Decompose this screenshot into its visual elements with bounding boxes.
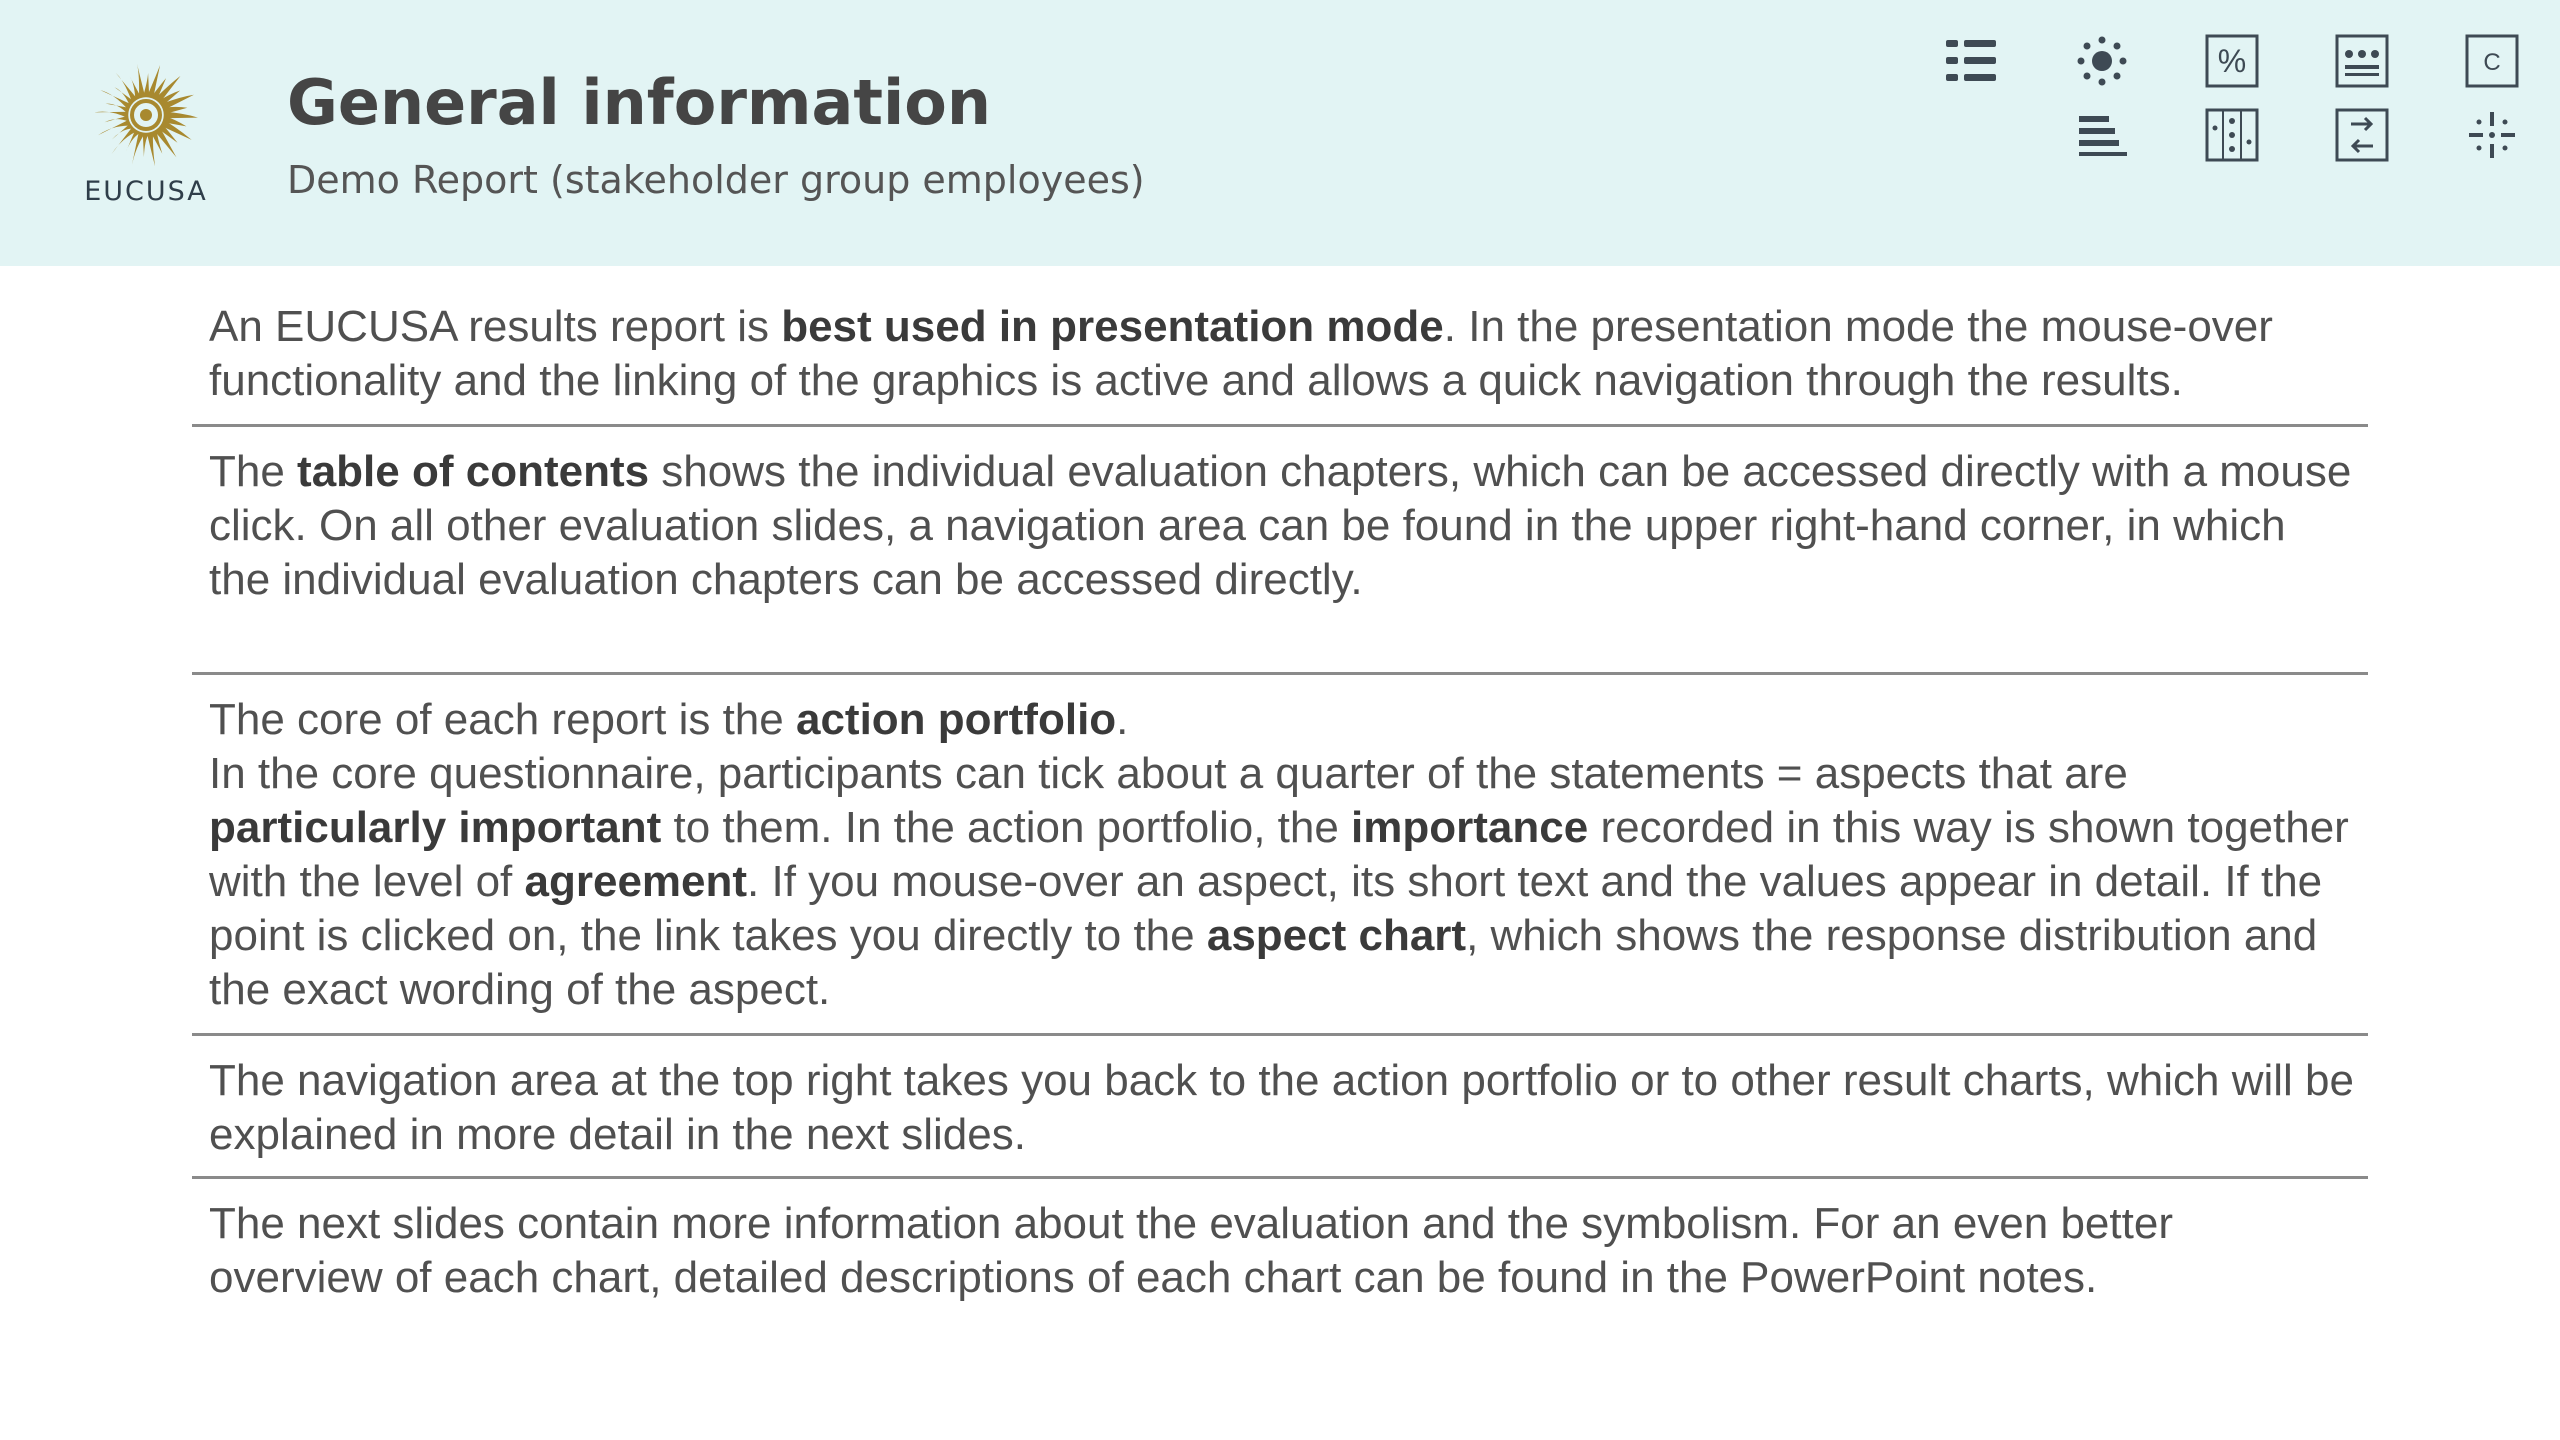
body-text: , which shows the response distribution and the exact wording of the aspect. (209, 911, 2318, 1014)
contents-list-icon[interactable] (1942, 32, 2000, 90)
page-subtitle: Demo Report (stakeholder group employees) (287, 158, 1145, 202)
logo-ray (100, 90, 131, 110)
emphasis-text: table of contents (297, 447, 650, 496)
sun-icon[interactable] (2073, 32, 2131, 90)
body-text: The next slides contain more information about the evaluation and the symbolism. For an even better overview of each chart, detailed descriptions of each chart can be found in the PowerPoint notes. (209, 1199, 2173, 1302)
matrix-grid-icon[interactable] (2203, 106, 2261, 164)
section-navigation-area (192, 1036, 2368, 1176)
section-presentation-mode (192, 300, 2368, 424)
bar-lines-icon[interactable] (2073, 106, 2131, 164)
body-text: The navigation area at the top right takes you back to the action portfolio or to other result charts, which will be explained in more detail in the next slides. (209, 1056, 2354, 1159)
page-title: General information (287, 66, 991, 139)
body-text: to them. In the action portfolio, the (661, 803, 1352, 852)
arrows-box-icon[interactable] (2333, 106, 2391, 164)
body-text: The (209, 447, 298, 496)
emphasis-text: action portfolio (795, 695, 1117, 744)
percent-label: % (2217, 43, 2247, 79)
body-text: The core of each report is the (209, 695, 796, 744)
emphasis-text: importance (1351, 803, 1589, 852)
section-next-slides (192, 1179, 2368, 1319)
portfolio-grid-icon[interactable] (2333, 32, 2391, 90)
logo-text: EUCUSA (84, 176, 208, 207)
sparkle-icon[interactable] (2463, 106, 2521, 164)
section-action-portfolio (192, 675, 2368, 1033)
sun-logo-icon (84, 60, 208, 170)
logo-ray (112, 127, 138, 154)
emphasis-text: agreement (524, 857, 748, 906)
body-text: recorded in this way is shown together with the level of (209, 803, 2349, 906)
percent-icon[interactable] (2203, 32, 2261, 90)
c-label: C (2483, 49, 2501, 76)
eucusa-logo (70, 60, 222, 210)
report-header (0, 0, 2560, 266)
info-content (192, 300, 2368, 1319)
emphasis-text: aspect chart (1206, 911, 1467, 960)
body-text: . In the presentation mode the mouse-over functionality and the linking of the graphics is active and allows a quick navigation through the results. (209, 302, 2273, 405)
emphasis-text: best used in presentation mode (781, 302, 1444, 351)
c-box-icon[interactable] (2463, 32, 2521, 90)
body-text: shows the individual evaluation chapters, which can be accessed directly with a mouse click. On all other evaluation slides, a navigation area can be found in the upper right-hand corner, in which the individual evaluation chapters can be accessed directly. (209, 447, 2352, 604)
body-text: . (1116, 695, 1129, 744)
body-text: In the core questionnaire, participants can tick about a quarter of the statements = aspects that are (209, 749, 2128, 798)
emphasis-text: particularly important (209, 803, 662, 852)
body-text: An EUCUSA results report is (209, 302, 782, 351)
section-table-of-contents (192, 427, 2368, 672)
body-text: . If you mouse-over an aspect, its short text and the values appear in detail. If the point is clicked on, the link takes you directly to the (209, 857, 2323, 960)
